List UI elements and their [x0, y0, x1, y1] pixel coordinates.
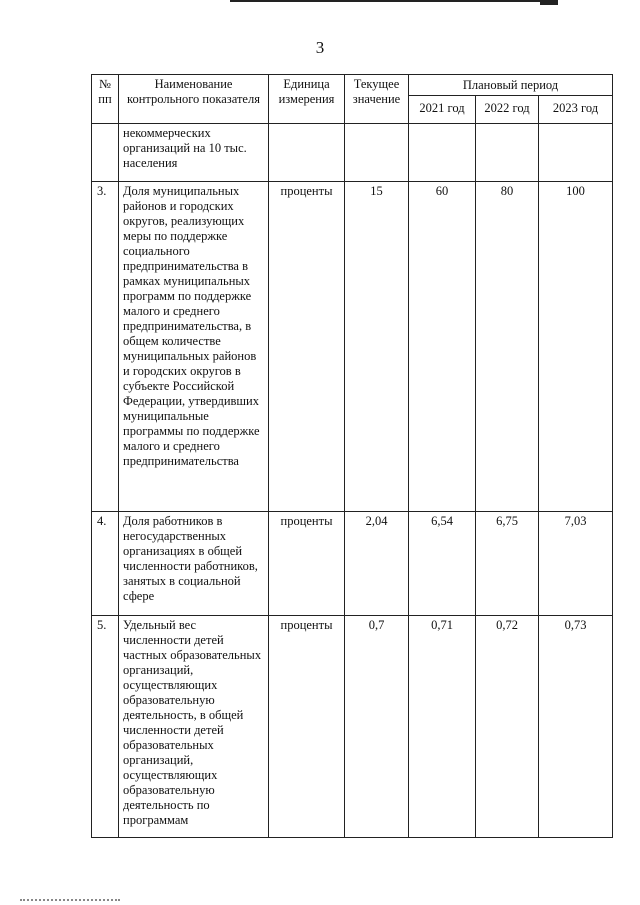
row-2023: 100: [539, 182, 613, 512]
header-unit: Единица измерения: [269, 75, 345, 124]
header-year-2022: 2022 год: [476, 96, 539, 124]
row-2022: 6,75: [476, 512, 539, 616]
table-row: [92, 616, 613, 838]
row-name: Удельный вес численности детей частных образовательных организаций, осуществляющих образовательную деятельность, в общей численности детей образовательных организаций, осуществляющих образовательную деятельность по программам: [119, 616, 269, 838]
indicators-table: [91, 74, 613, 838]
row-unit: [269, 124, 345, 182]
header-row: [92, 75, 613, 96]
row-current: 0,7: [345, 616, 409, 838]
top-rule: [230, 0, 550, 2]
row-2021: 60: [409, 182, 476, 512]
row-2021: 6,54: [409, 512, 476, 616]
row-current: 15: [345, 182, 409, 512]
row-2022: 0,72: [476, 616, 539, 838]
header-planned: Плановый период: [409, 75, 613, 96]
row-name: Доля работников в негосударственных организациях в общей численности работников, занятых в социальной сфере: [119, 512, 269, 616]
header-num: № пп: [92, 75, 119, 124]
row-current: [345, 124, 409, 182]
row-num: 5.: [92, 616, 119, 838]
row-num: 4.: [92, 512, 119, 616]
row-name: Доля муниципальных районов и городских округов, реализующих меры по поддержке социального предпринимательства в рамках муниципальных программ по поддержке малого и среднего предпринимательства, в общем количестве муниципальных районов и городских округов в субъекте Российской Федерации, утвердивших муниципальные программы по поддержке малого и среднего предпринимательства: [119, 182, 269, 512]
row-unit: проценты: [269, 616, 345, 838]
row-2022: 80: [476, 182, 539, 512]
row-2021: 0,71: [409, 616, 476, 838]
table-row: [92, 512, 613, 616]
row-2022: [476, 124, 539, 182]
table-row: [92, 124, 613, 182]
row-2021: [409, 124, 476, 182]
header-year-2021: 2021 год: [409, 96, 476, 124]
row-unit: проценты: [269, 512, 345, 616]
page-number: 3: [315, 38, 325, 57]
scan-artifact: [20, 899, 120, 903]
row-2023: [539, 124, 613, 182]
table-row: [92, 182, 613, 512]
row-num: [92, 124, 119, 182]
row-2023: 0,73: [539, 616, 613, 838]
header-current: Текущее значение: [345, 75, 409, 124]
row-2023: 7,03: [539, 512, 613, 616]
row-name: некоммерческих организаций на 10 тыс. населения: [119, 124, 269, 182]
top-rule-tail: [540, 0, 558, 5]
row-unit: проценты: [269, 182, 345, 512]
row-current: 2,04: [345, 512, 409, 616]
header-year-2023: 2023 год: [539, 96, 613, 124]
row-num: 3.: [92, 182, 119, 512]
header-name: Наименование контрольного показателя: [119, 75, 269, 124]
